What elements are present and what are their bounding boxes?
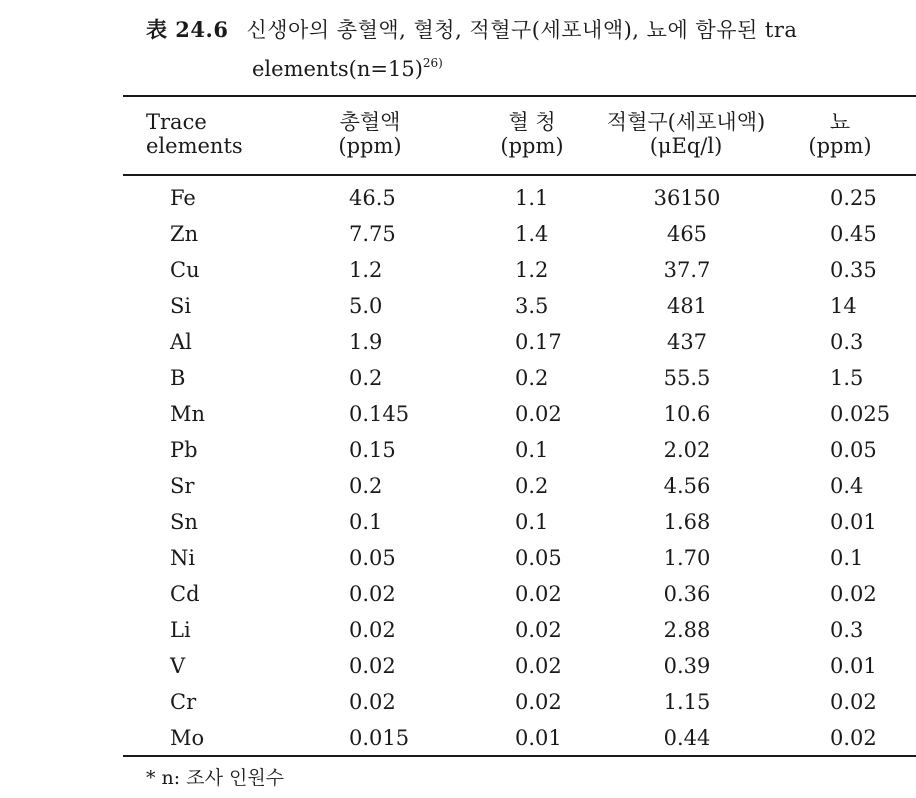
- cell-red-blood-cells: 1.70: [663, 546, 711, 570]
- cell-whole-blood: 7.75: [349, 222, 396, 246]
- cell-whole-blood: 0.02: [349, 690, 396, 714]
- cell-element: Mn: [170, 402, 206, 426]
- cell-urine: 0.45: [830, 222, 877, 246]
- cell-whole-blood: 0.2: [349, 474, 383, 498]
- cell-red-blood-cells: 37.7: [663, 258, 711, 282]
- cell-red-blood-cells: 0.39: [663, 654, 711, 678]
- cell-element: Mo: [170, 726, 205, 750]
- cell-red-blood-cells: 10.6: [663, 402, 711, 426]
- cell-red-blood-cells: 481: [666, 294, 708, 318]
- table-row: [0, 474, 916, 510]
- cell-whole-blood: 0.145: [349, 402, 410, 426]
- table-row: [0, 510, 916, 546]
- cell-urine: 0.25: [830, 186, 877, 210]
- cell-urine: 0.3: [830, 618, 864, 642]
- cell-red-blood-cells: 1.15: [663, 690, 711, 714]
- cell-element: Pb: [170, 438, 198, 462]
- cell-urine: 0.3: [830, 330, 864, 354]
- caption-continuation: [252, 56, 443, 81]
- table-bottom-rule: [123, 755, 916, 757]
- cell-red-blood-cells: 0.44: [663, 726, 711, 750]
- cell-element: Ni: [170, 546, 196, 570]
- cell-urine: 0.01: [830, 510, 877, 534]
- cell-element: Al: [170, 330, 192, 354]
- cell-whole-blood: 5.0: [349, 294, 383, 318]
- cell-whole-blood: 46.5: [349, 186, 396, 210]
- cell-urine: 0.1: [830, 546, 864, 570]
- table-row: [0, 690, 916, 726]
- cell-whole-blood: 0.15: [349, 438, 396, 462]
- table-caption: [146, 14, 797, 44]
- cell-whole-blood: 0.02: [349, 582, 396, 606]
- cell-element: V: [170, 654, 186, 678]
- cell-urine: 0.4: [830, 474, 864, 498]
- cell-element: Sn: [170, 510, 198, 534]
- cell-red-blood-cells: 465: [666, 222, 708, 246]
- cell-element: Sr: [170, 474, 195, 498]
- cell-red-blood-cells: 0.36: [663, 582, 711, 606]
- cell-urine: 1.5: [830, 366, 864, 390]
- cell-urine: 0.025: [830, 402, 891, 426]
- cell-urine: 0.02: [830, 690, 877, 714]
- cell-serum: 0.02: [515, 618, 562, 642]
- table-row: [0, 582, 916, 618]
- cell-whole-blood: 0.015: [349, 726, 410, 750]
- cell-red-blood-cells: 36150: [653, 186, 721, 210]
- table-row: [0, 258, 916, 294]
- cell-red-blood-cells: 55.5: [663, 366, 711, 390]
- cell-serum: 0.02: [515, 402, 562, 426]
- table-top-rule: [123, 95, 916, 97]
- cell-serum: 0.2: [515, 474, 549, 498]
- cell-element: Si: [170, 294, 192, 318]
- header-red-blood-cells: 적혈구(세포내액) (μEq/l): [606, 110, 766, 158]
- cell-urine: 0.05: [830, 438, 877, 462]
- table-row: [0, 438, 916, 474]
- cell-whole-blood: 1.2: [349, 258, 383, 282]
- caption-title: 신생아의 총혈액, 혈청, 적혈구(세포내액), 뇨에 함유된 tra: [246, 18, 798, 42]
- table-row: [0, 618, 916, 654]
- cell-red-blood-cells: 2.88: [663, 618, 711, 642]
- cell-serum: 0.1: [515, 510, 549, 534]
- cell-serum: 1.1: [515, 186, 549, 210]
- table-row: [0, 186, 916, 222]
- cell-element: Cu: [170, 258, 200, 282]
- table-row: [0, 222, 916, 258]
- cell-element: Cd: [170, 582, 200, 606]
- cell-whole-blood: 1.9: [349, 330, 383, 354]
- table-row: [0, 402, 916, 438]
- cell-element: Li: [170, 618, 191, 642]
- cell-urine: 14: [830, 294, 857, 318]
- header-urine: 뇨 (ppm): [808, 110, 872, 158]
- cell-serum: 1.4: [515, 222, 549, 246]
- cell-serum: 0.2: [515, 366, 549, 390]
- table-header-rule: [123, 174, 916, 176]
- caption-title-continued: elements(n=15): [252, 57, 423, 81]
- cell-urine: 0.02: [830, 582, 877, 606]
- cell-red-blood-cells: 2.02: [663, 438, 711, 462]
- cell-serum: 0.02: [515, 654, 562, 678]
- table-row: [0, 330, 916, 366]
- reference-superscript: 26): [422, 56, 443, 70]
- cell-serum: 3.5: [515, 294, 549, 318]
- cell-element: Zn: [170, 222, 199, 246]
- header-trace-elements: Trace elements: [146, 110, 243, 158]
- table-number: 表 24.6: [146, 17, 229, 42]
- cell-whole-blood: 0.02: [349, 618, 396, 642]
- cell-whole-blood: 0.02: [349, 654, 396, 678]
- cell-red-blood-cells: 1.68: [663, 510, 711, 534]
- cell-serum: 0.05: [515, 546, 562, 570]
- cell-red-blood-cells: 4.56: [663, 474, 711, 498]
- footnote: * n: 조사 인원수: [146, 767, 285, 789]
- cell-urine: 0.02: [830, 726, 877, 750]
- cell-red-blood-cells: 437: [666, 330, 708, 354]
- cell-serum: 0.02: [515, 690, 562, 714]
- cell-whole-blood: 0.2: [349, 366, 383, 390]
- cell-element: Cr: [170, 690, 197, 714]
- table-row: [0, 546, 916, 582]
- cell-serum: 0.02: [515, 582, 562, 606]
- cell-whole-blood: 0.1: [349, 510, 383, 534]
- header-whole-blood: 총혈액 (ppm): [338, 110, 402, 158]
- table-row: [0, 294, 916, 330]
- cell-serum: 0.1: [515, 438, 549, 462]
- table-row: [0, 654, 916, 690]
- table-row: [0, 366, 916, 402]
- cell-urine: 0.01: [830, 654, 877, 678]
- cell-serum: 0.01: [515, 726, 562, 750]
- cell-whole-blood: 0.05: [349, 546, 396, 570]
- cell-serum: 1.2: [515, 258, 549, 282]
- cell-element: B: [170, 366, 186, 390]
- cell-urine: 0.35: [830, 258, 877, 282]
- header-serum: 혈 청 (ppm): [500, 110, 564, 158]
- cell-serum: 0.17: [515, 330, 562, 354]
- cell-element: Fe: [170, 186, 196, 210]
